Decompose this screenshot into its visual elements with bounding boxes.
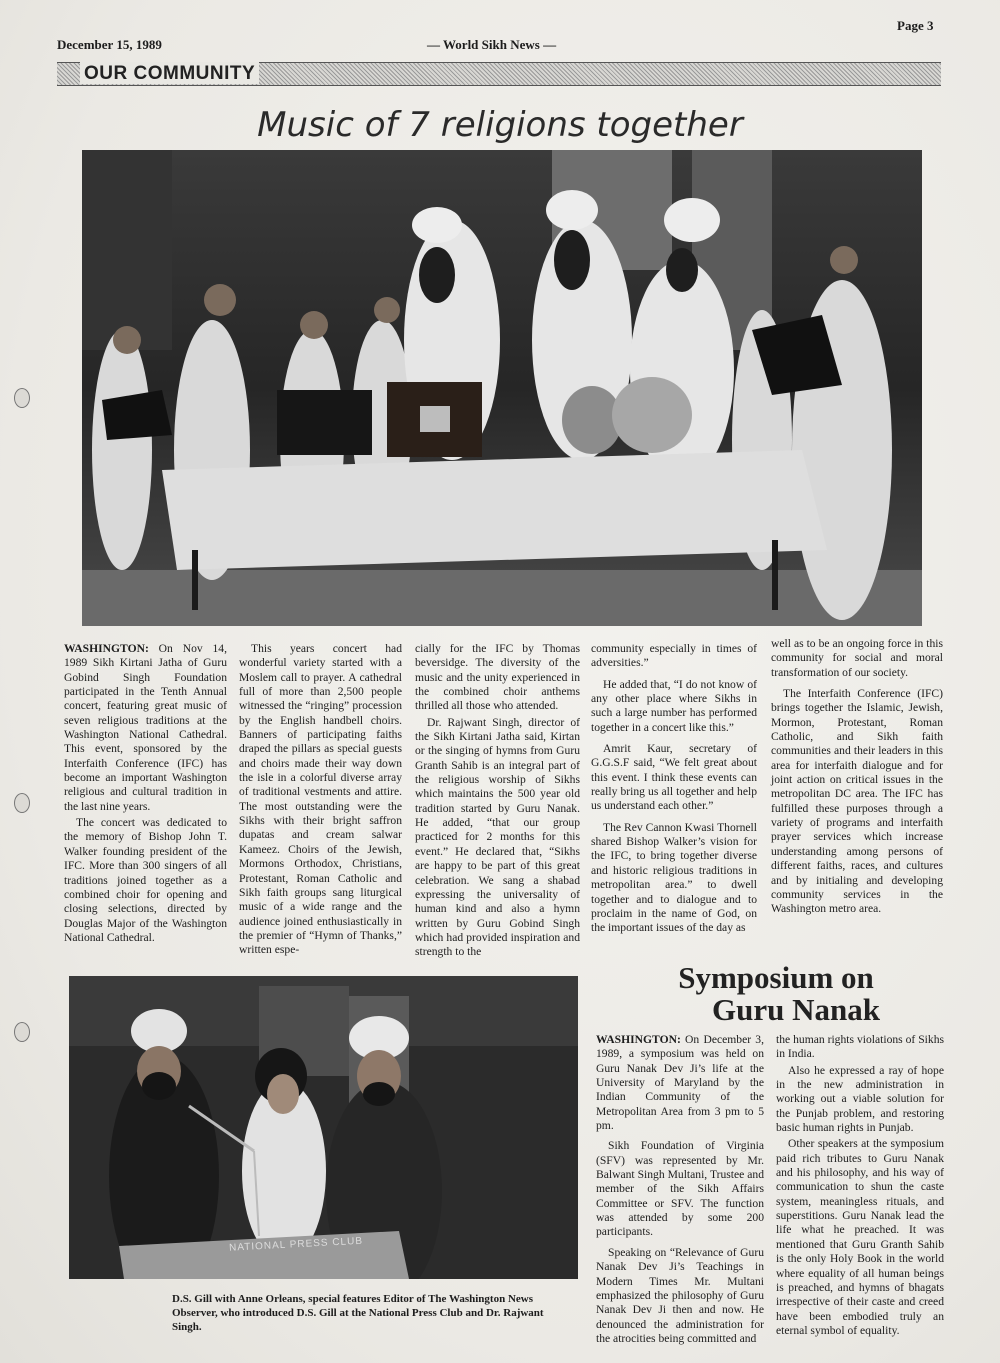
section-title: OUR COMMUNITY [80,62,259,84]
article-column-5 [771,637,943,919]
concert-photo [82,150,922,626]
paragraph: Amrit Kaur, secretary of G.G.S.F said, “We felt great about this event. I think these events can really bring us all together and help us understand each other.” [591,742,757,813]
paragraph: Speaking on “Relevance of Guru Nanak Dev Ji’s Teachings in Modern Times Mr. Multani emphasized the philosophy of Guru Nanak Dev Ji then and now. He denounced the administration for the atrocities being committed and [596,1245,764,1345]
article-headline: Music of 7 religions together [257,105,743,145]
page-number: Page 3 [897,18,934,33]
issue-date: December 15, 1989 [57,37,162,52]
article-column-1 [64,642,227,947]
paragraph: well as to be an ongoing force in this community for social and moral transformation of our society. [771,637,943,679]
headline-line-1: Symposium on [678,960,874,995]
photo-caption: D.S. Gill with Anne Orleans, special features Editor of The Washington News Observer, who introduced D.S. Gill at the National Press Club and Dr. Rajwant Singh. [172,1293,544,1333]
paragraph: The concert was dedicated to the memory of Bishop John T. Walker founding president of the IFC. More than 300 singers of all traditions joined together as a combined choir for opening and closing selections, directed by Douglas Major of the Washington National Cathedral. [64,816,227,944]
article-column-4 [591,642,757,938]
paragraph: On Nov 14, 1989 Sikh Kirtani Jatha of Guru Gobind Singh Foundation participated in the Tenth Annual concert, featuring great music of seven religious traditions at the Washington National Cathedral. This event, sponsored by the Interfaith Conference (IFC) has become an important Washington religious and cultural tradition in the last nine years. [64,642,227,813]
podium-sign: NATIONAL PRESS CLUB [228,1235,364,1254]
headline-line-2: Guru Nanak [712,992,880,1027]
paragraph: The Rev Cannon Kwasi Thornell shared Bishop Walker’s vision for the IFC, to bring together diverse and historic religious traditions in metropolitan area.” to dwell together and to dialogue and to proclaim in the name of God, on the important issues of the day as [591,820,757,935]
symposium-column-1 [596,1033,764,1348]
paragraph: Sikh Foundation of Virginia (SFV) was represented by Mr. Balwant Singh Multani, Trustee and member of the Sikh Affairs Committee or SFV. The function was attended by some 200 participants. [596,1139,764,1239]
binder-hole [14,388,30,408]
paragraph: the human rights violations of Sikhs in India. [776,1033,944,1061]
paragraph: The Interfaith Conference (IFC) brings together the Islamic, Jewish, Mormon, Protestant, Roman Catholic, and Sikh faith communities and their leaders in this area for interfaith dialogue and for joint action on critical issues in the metropolitan DC area. The IFC has fulfilled these purposes through a variety of programs and interfaith prayer services which increase understanding among persons of different faiths, races, and cultures and by initialing and developing community services in the Washington metro area. [771,687,943,916]
press-club-photo [69,976,578,1279]
paragraph: Also he expressed a ray of hope in the new administration in working out a viable solution for the Punjab problem, and restoring basic human rights in Punjab. [776,1063,944,1135]
paragraph: community especially in times of adversities.” [591,642,757,670]
paragraph: On December 3, 1989, a symposium was held on Guru Nanak Dev Ji’s life at the University of Maryland by the Indian Community of the Metropolitan Area from 3 pm to 5 pm. [596,1033,764,1133]
paragraph: cially for the IFC by Thomas beversidge. The diversity of the music and the unity experienced in the combined choir anthems thrilled all those who attended. [415,642,580,713]
paragraph: He added that, “I do not know of any other place where Sikhs in such a large number has performed together in a concert like this.” [591,677,757,734]
binder-hole [14,1022,30,1042]
symposium-headline [601,962,951,1026]
article-column-2 [239,642,402,960]
paragraph: Dr. Rajwant Singh, director of the Sikh Kirtani Jatha said, Kirtan or the singing of hymns from Guru Granth Sahib is an integral part of the religious worship of Sikhs which maintains the 500 year old tradition started by Guru Nanak. He added, “that our group practiced for 2 months for this event.” He declared that, “Sikhs are happy to be part of this great celebration. We sang a shabad expressing the universality of human kind and also a hymn written by Guru Gobind Singh which had provided inspiration and strength to the [415,715,580,959]
paragraph: This years concert had wonderful variety started with a Moslem call to prayer. A cathedral full of more than 2,500 people witnessed the “ringing” procession by the English handbell choirs. Banners of participating faiths draped the pillars as special guests and choirs made their way down the isle in a colorful diverse array of traditional vestments and attire. The most outstanding were the Sikhs with their bright saffron dupatas and cream salwar Kameez. Choirs of the Jewish, Mormons Orthodox, Christians, Protestant, Roman Catholic and Sikh faith groups sang liturgical music of a wide range and the audience joined enthusiastically in the premier of “Hymn of Thanks,” written espe- [239,642,402,957]
publication-name: — World Sikh News — [427,37,557,52]
dateline: WASHINGTON: [596,1033,681,1046]
paragraph: Other speakers at the symposium paid rich tributes to Guru Nanak and his philosophy, and his way of communication to shun the caste system, meaningless rituals, and superstitions. Guru Nanak lead the life what he preached. It was mentioned that Guru Granth Sahib is the only Holy Book in the world where equality of all human beings is preached, and hymns of bhagats irrespective of their caste and creed have been embodied truly an eternal symbol of equality. [776,1137,944,1337]
symposium-column-2 [776,1033,944,1340]
article-column-3 [415,642,580,962]
binder-hole [14,793,30,813]
dateline: WASHINGTON: [64,642,149,655]
